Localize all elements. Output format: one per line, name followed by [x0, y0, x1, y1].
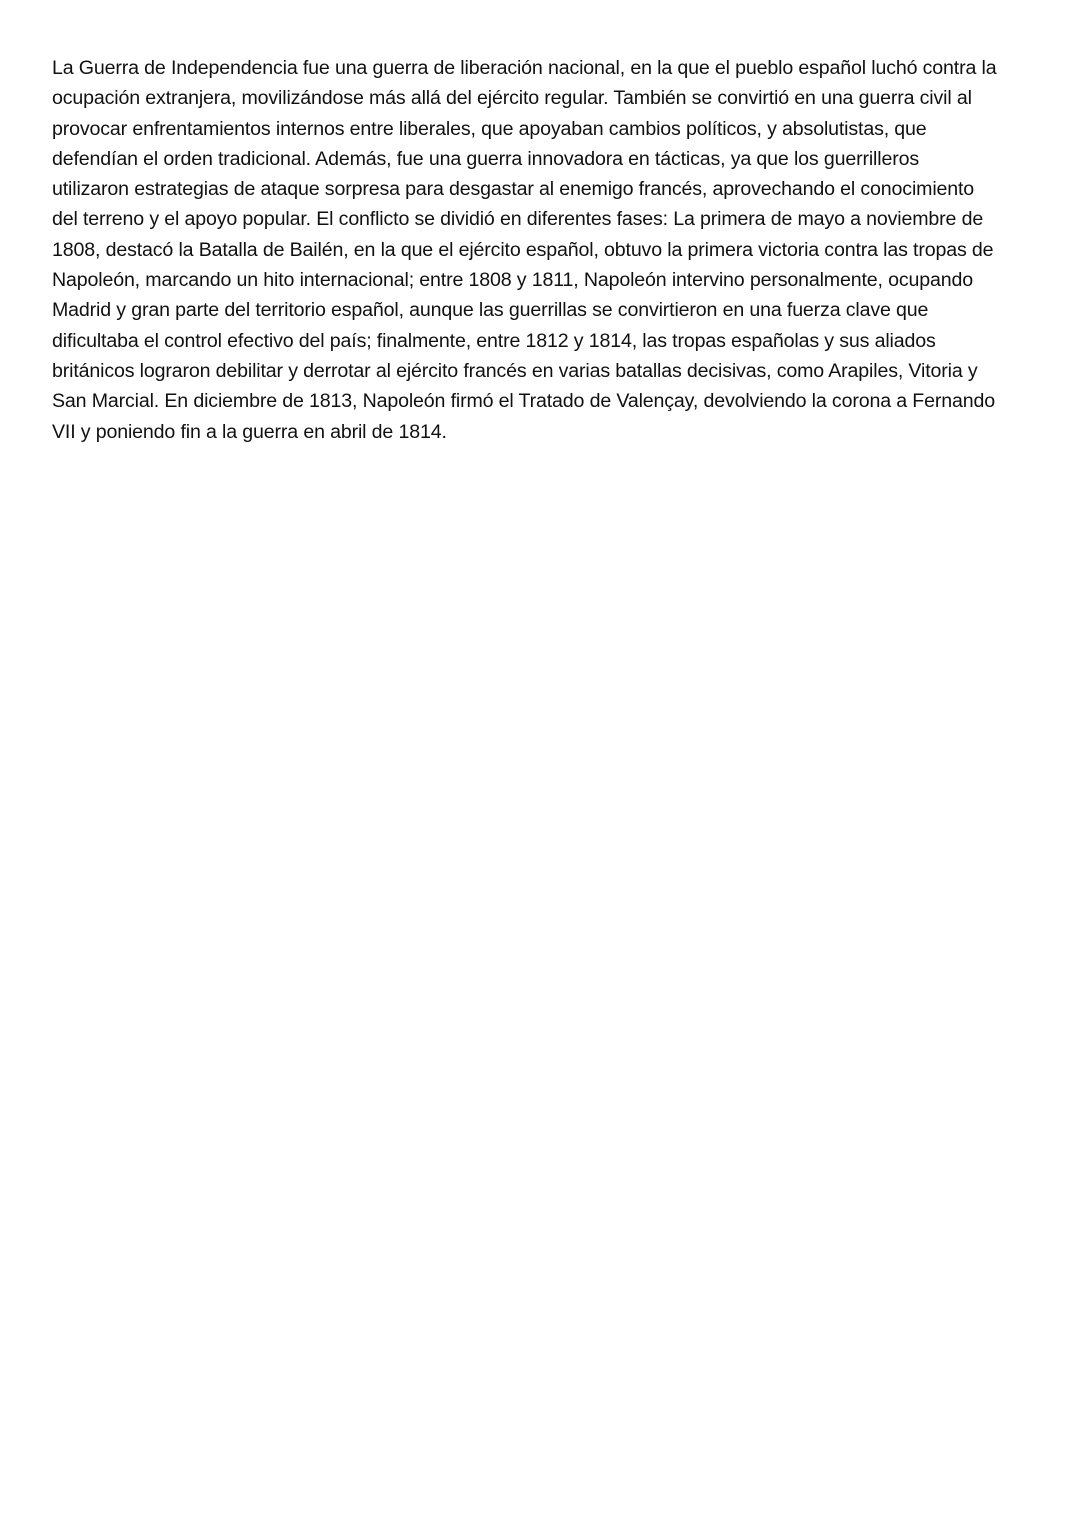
paragraph-line: provocar enfrentamientos internos entre liberales, que apoyaban cambios políticos, y absolutistas, que	[52, 117, 927, 140]
paragraph-line: San Marcial. En diciembre de 1813, Napoleón firmó el Tratado de Valençay, devolviendo la corona a Fernando	[52, 390, 995, 413]
paragraph-line: ocupación extranjera, movilizándose más allá del ejército regular. También se convirtió en una guerra civil al	[52, 87, 972, 110]
body-paragraph	[52, 53, 1042, 447]
paragraph-line: Madrid y gran parte del territorio español, aunque las guerrillas se convirtieron en una fuerza clave que	[52, 299, 929, 322]
paragraph-line: defendían el orden tradicional. Además, fue una guerra innovadora en tácticas, ya que los guerrilleros	[52, 147, 919, 170]
paragraph-line: 1808, destacó la Batalla de Bailén, en la que el ejército español, obtuvo la primera victoria contra las tropas de	[52, 238, 994, 261]
paragraph-line: británicos lograron debilitar y derrotar al ejército francés en varias batallas decisivas, como Arapiles, Vitoria y	[52, 359, 978, 382]
paragraph-line: dificultaba el control efectivo del país; finalmente, entre 1812 y 1814, las tropas españolas y sus aliados	[52, 329, 936, 352]
paragraph-line: VII y poniendo fin a la guerra en abril de 1814.	[52, 420, 447, 443]
paragraph-line: utilizaron estrategias de ataque sorpresa para desgastar al enemigo francés, aprovechando el conocimiento	[52, 178, 975, 201]
paragraph-line: Napoleón, marcando un hito internacional; entre 1808 y 1811, Napoleón intervino personalmente, ocupando	[52, 269, 973, 292]
paragraph-line: La Guerra de Independencia fue una guerra de liberación nacional, en la que el pueblo español luchó contra la	[52, 57, 997, 79]
paragraph-line: del terreno y el apoyo popular. El conflicto se dividió en diferentes fases: La primera de mayo a noviembre de	[52, 208, 984, 231]
